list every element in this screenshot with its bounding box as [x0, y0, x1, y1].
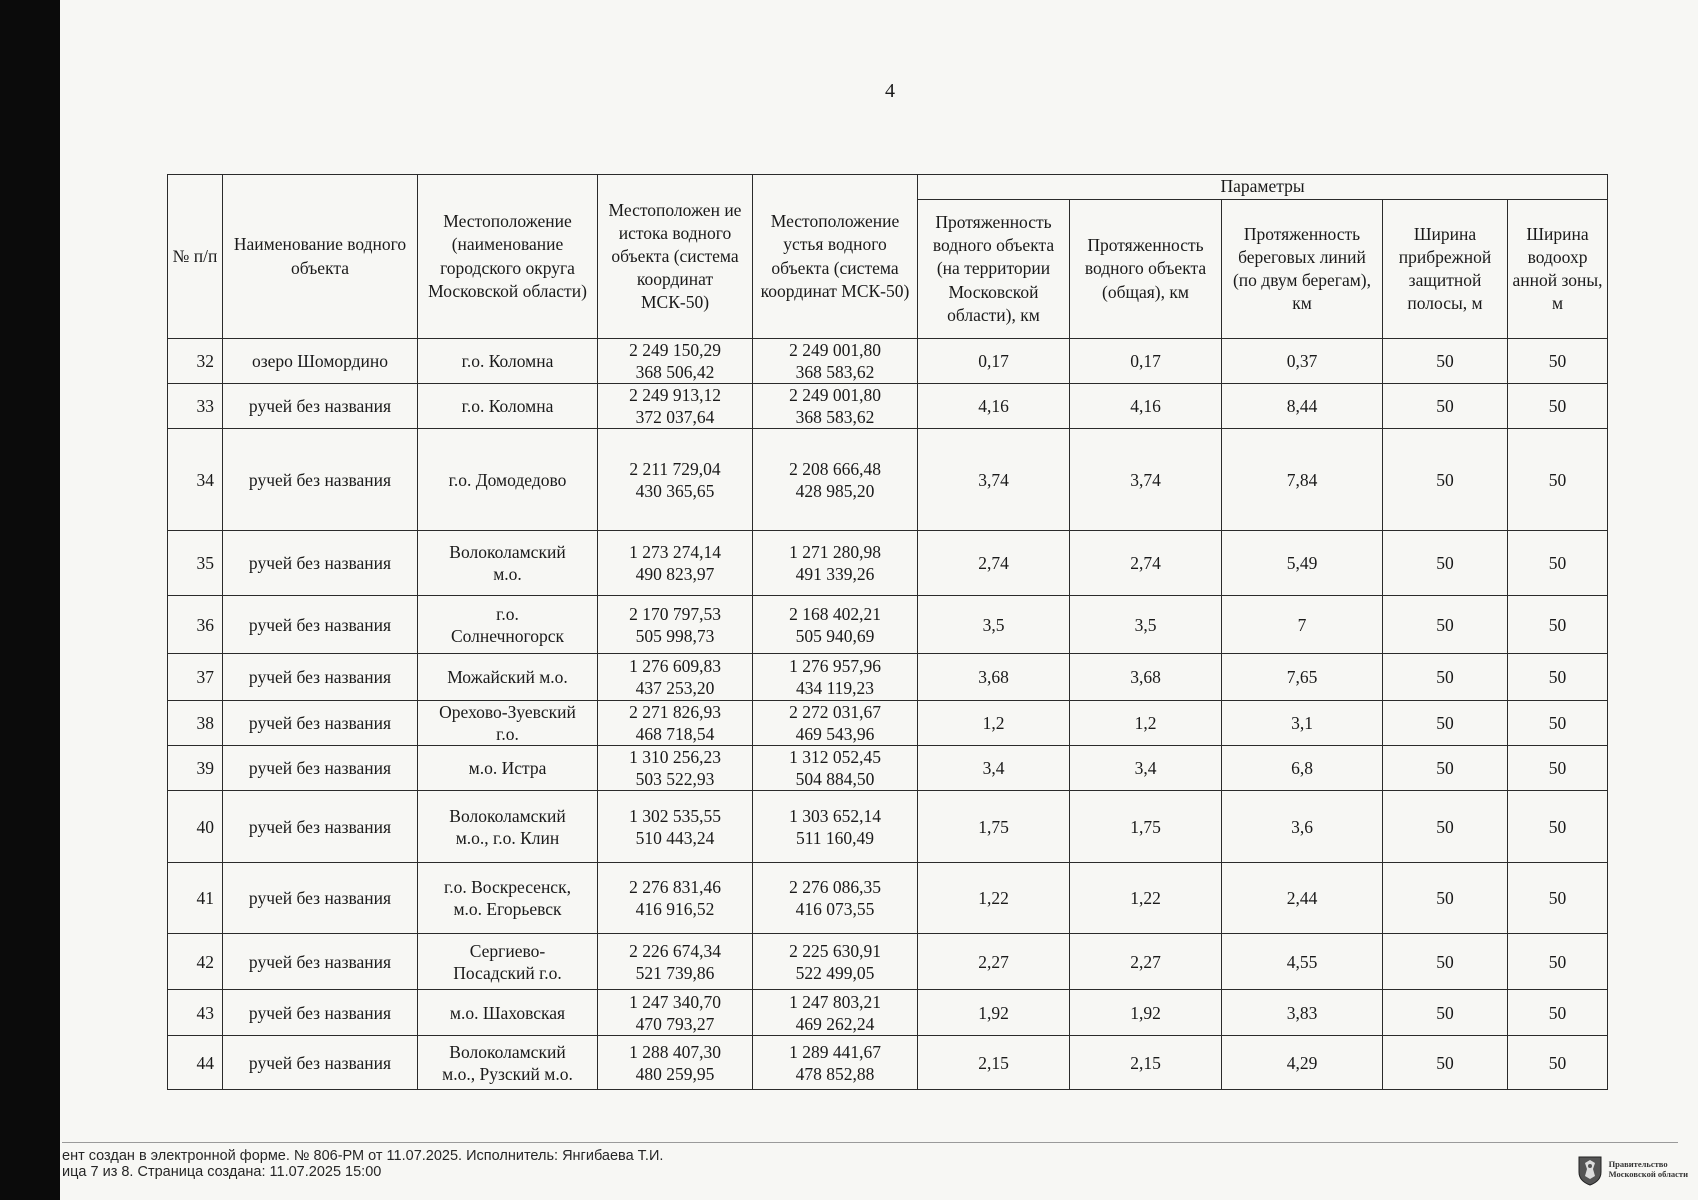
cell-mouth-line: 522 499,05 — [795, 962, 875, 983]
cell-num: 39 — [168, 746, 223, 791]
cell-location-line: г.о. Коломна — [461, 351, 554, 372]
cell-num: 34 — [168, 429, 223, 531]
header-length-mo: Протяженность водного объекта (на территории Московской области), км — [918, 200, 1070, 339]
cell-shore: 3,6 — [1222, 791, 1383, 863]
cell-location-line: м.о., г.о. Клин — [455, 827, 560, 848]
cell-water-zone: 50 — [1508, 934, 1608, 990]
cell-name: ручей без названия — [223, 746, 418, 791]
cell-source-line: 2 226 674,34 — [629, 940, 721, 961]
cell-source-line: 416 916,52 — [635, 899, 715, 920]
cell-shore: 7,84 — [1222, 429, 1383, 531]
cell-num: 42 — [168, 934, 223, 990]
cell-length-mo: 1,75 — [918, 791, 1070, 863]
cell-location — [418, 1036, 598, 1090]
cell-mouth-line: 2 272 031,67 — [789, 702, 881, 723]
cell-name: ручей без названия — [223, 934, 418, 990]
cell-name: ручей без названия — [223, 863, 418, 934]
cell-location-line: Сергиево- — [469, 940, 546, 961]
cell-location-line: г.о. — [496, 603, 519, 624]
cell-source-line: 521 739,86 — [635, 962, 715, 983]
cell-coastal-strip: 50 — [1383, 339, 1508, 384]
cell-source-line: 1 273 274,14 — [629, 542, 721, 563]
cell-length-total: 3,68 — [1070, 654, 1222, 701]
cell-mouth-line: 2 249 001,80 — [789, 385, 881, 406]
cell-num: 41 — [168, 863, 223, 934]
cell-source-line: 505 998,73 — [635, 625, 715, 646]
cell-source-line: 503 522,93 — [635, 769, 715, 790]
cell-location-line: Волоколамский — [449, 805, 566, 826]
cell-length-mo: 2,15 — [918, 1036, 1070, 1090]
table-row — [168, 934, 1608, 990]
cell-location — [418, 791, 598, 863]
cell-location-line: Посадский г.о. — [453, 962, 562, 983]
cell-location-line: Орехово-Зуевский — [439, 702, 576, 723]
table-row — [168, 531, 1608, 596]
cell-coastal-strip: 50 — [1383, 596, 1508, 654]
cell-name: ручей без названия — [223, 1036, 418, 1090]
table-row — [168, 746, 1608, 791]
cell-mouth-line: 469 543,96 — [795, 724, 875, 745]
cell-location-line: г.о. Коломна — [461, 396, 554, 417]
header-coastal-strip: Ширина прибрежной защитной полосы, м — [1383, 200, 1508, 339]
cell-water-zone: 50 — [1508, 746, 1608, 791]
cell-coastal-strip: 50 — [1383, 531, 1508, 596]
header-mouth: Местоположение устья водного объекта (система координат МСК-50) — [753, 175, 918, 339]
footer-line-1: ент создан в электронной форме. № 806-РМ от 11.07.2025. Исполнитель: Янгибаева Т.И. — [62, 1148, 664, 1164]
cell-num: 43 — [168, 990, 223, 1036]
cell-num: 44 — [168, 1036, 223, 1090]
cell-source — [598, 531, 753, 596]
cell-num: 40 — [168, 791, 223, 863]
header-water-zone: Ширина водоохр анной зоны, м — [1508, 200, 1608, 339]
table-row — [168, 654, 1608, 701]
cell-source-line: 2 170 797,53 — [629, 603, 721, 624]
cell-source-line: 2 276 831,46 — [629, 877, 721, 898]
gov-logo-line-1: Правительство — [1608, 1159, 1668, 1170]
cell-mouth-line: 2 208 666,48 — [789, 458, 881, 479]
cell-coastal-strip: 50 — [1383, 934, 1508, 990]
cell-mouth-line: 504 884,50 — [795, 769, 875, 790]
cell-source-line: 1 288 407,30 — [629, 1041, 721, 1062]
cell-coastal-strip: 50 — [1383, 654, 1508, 701]
header-location: Местоположение (наименование городского округа Московской области) — [418, 175, 598, 339]
cell-mouth — [753, 990, 918, 1036]
cell-source-line: 2 249 913,12 — [629, 385, 721, 406]
cell-num: 32 — [168, 339, 223, 384]
cell-coastal-strip: 50 — [1383, 791, 1508, 863]
cell-mouth-line: 368 583,62 — [795, 362, 875, 383]
cell-mouth — [753, 701, 918, 746]
header-length-total: Протяженность водного объекта (общая), км — [1070, 200, 1222, 339]
cell-mouth-line: 478 852,88 — [795, 1063, 875, 1084]
cell-mouth — [753, 339, 918, 384]
cell-mouth-line: 1 271 280,98 — [789, 542, 881, 563]
cell-source — [598, 596, 753, 654]
cell-coastal-strip: 50 — [1383, 990, 1508, 1036]
cell-location-line: Можайский м.о. — [447, 667, 568, 688]
cell-name: ручей без названия — [223, 654, 418, 701]
cell-source-line: 2 271 826,93 — [629, 702, 721, 723]
cell-name: ручей без названия — [223, 990, 418, 1036]
cell-source-line: 2 249 150,29 — [629, 340, 721, 360]
cell-mouth-line: 2 276 086,35 — [789, 877, 881, 898]
cell-length-mo: 3,5 — [918, 596, 1070, 654]
cell-location — [418, 531, 598, 596]
cell-source-line: 437 253,20 — [635, 678, 715, 699]
cell-water-zone: 50 — [1508, 701, 1608, 746]
cell-source — [598, 934, 753, 990]
cell-mouth — [753, 934, 918, 990]
cell-mouth-line: 416 073,55 — [795, 899, 875, 920]
cell-num: 37 — [168, 654, 223, 701]
cell-source — [598, 746, 753, 791]
page-number: 4 — [885, 80, 895, 102]
cell-mouth — [753, 746, 918, 791]
gov-logo — [1577, 1154, 1688, 1186]
cell-water-zone: 50 — [1508, 339, 1608, 384]
cell-mouth — [753, 791, 918, 863]
cell-name: озеро Шомордино — [223, 339, 418, 384]
cell-mouth-line: 428 985,20 — [795, 480, 875, 501]
table-row — [168, 990, 1608, 1036]
cell-source — [598, 791, 753, 863]
cell-length-mo: 4,16 — [918, 384, 1070, 429]
cell-location-line: г.о. — [496, 724, 519, 745]
cell-length-total: 1,2 — [1070, 701, 1222, 746]
cell-water-zone: 50 — [1508, 990, 1608, 1036]
cell-source-line: 470 793,27 — [635, 1013, 715, 1034]
cell-name: ручей без названия — [223, 531, 418, 596]
cell-length-total: 3,74 — [1070, 429, 1222, 531]
cell-length-total: 1,92 — [1070, 990, 1222, 1036]
cell-length-total: 2,74 — [1070, 531, 1222, 596]
cell-source — [598, 339, 753, 384]
cell-location — [418, 701, 598, 746]
cell-shore: 3,1 — [1222, 701, 1383, 746]
cell-water-zone: 50 — [1508, 531, 1608, 596]
cell-shore: 4,55 — [1222, 934, 1383, 990]
cell-location — [418, 384, 598, 429]
table-row — [168, 701, 1608, 746]
cell-length-mo: 3,74 — [918, 429, 1070, 531]
cell-location — [418, 654, 598, 701]
cell-num: 35 — [168, 531, 223, 596]
table-row — [168, 596, 1608, 654]
cell-num: 36 — [168, 596, 223, 654]
cell-mouth-line: 1 312 052,45 — [789, 747, 881, 768]
cell-name: ручей без названия — [223, 429, 418, 531]
cell-mouth-line: 511 160,49 — [795, 827, 875, 848]
cell-length-total: 2,27 — [1070, 934, 1222, 990]
cell-location-line: м.о. Истра — [468, 758, 547, 779]
cell-mouth — [753, 429, 918, 531]
cell-name: ручей без названия — [223, 701, 418, 746]
cell-source — [598, 990, 753, 1036]
cell-source-line: 468 718,54 — [635, 724, 715, 745]
cell-source — [598, 701, 753, 746]
cell-water-zone: 50 — [1508, 863, 1608, 934]
cell-shore: 7 — [1222, 596, 1383, 654]
document-footer — [62, 1148, 663, 1180]
cell-source-line: 510 443,24 — [635, 827, 715, 848]
cell-source-line: 2 211 729,04 — [629, 458, 721, 479]
cell-shore: 8,44 — [1222, 384, 1383, 429]
cell-source-line: 1 276 609,83 — [629, 656, 721, 677]
cell-mouth-line: 469 262,24 — [795, 1013, 875, 1034]
table-row — [168, 791, 1608, 863]
cell-mouth-line: 505 940,69 — [795, 625, 875, 646]
header-shore: Протяженность береговых линий (по двум берегам), км — [1222, 200, 1383, 339]
cell-mouth-line: 1 247 803,21 — [789, 991, 881, 1012]
header-source: Местоположен ие истока водного объекта (система координат МСК-50) — [598, 175, 753, 339]
cell-location-line: Солнечногорск — [450, 625, 565, 646]
cell-mouth-line: 1 303 652,14 — [789, 805, 881, 826]
cell-source-line: 490 823,97 — [635, 564, 715, 585]
cell-location-line: Волоколамский — [449, 542, 566, 563]
cell-mouth — [753, 596, 918, 654]
cell-num: 38 — [168, 701, 223, 746]
cell-length-mo: 1,2 — [918, 701, 1070, 746]
cell-length-total: 1,75 — [1070, 791, 1222, 863]
cell-length-mo: 1,22 — [918, 863, 1070, 934]
cell-source-line: 430 365,65 — [635, 480, 715, 501]
water-objects-table — [167, 174, 1608, 1090]
cell-length-mo: 2,27 — [918, 934, 1070, 990]
cell-mouth — [753, 863, 918, 934]
cell-mouth-line: 2 168 402,21 — [789, 603, 881, 624]
cell-source — [598, 863, 753, 934]
cell-source — [598, 384, 753, 429]
cell-shore: 6,8 — [1222, 746, 1383, 791]
cell-source-line: 1 247 340,70 — [629, 991, 721, 1012]
gov-logo-line-2: Московской области — [1608, 1169, 1688, 1179]
table-row — [168, 1036, 1608, 1090]
cell-length-mo: 2,74 — [918, 531, 1070, 596]
footer-line-2: ица 7 из 8. Страница создана: 11.07.2025 15:00 — [62, 1164, 382, 1181]
cell-name: ручей без названия — [223, 384, 418, 429]
cell-num: 33 — [168, 384, 223, 429]
cell-source-line: 372 037,64 — [635, 407, 715, 428]
cell-shore: 5,49 — [1222, 531, 1383, 596]
cell-shore: 0,37 — [1222, 339, 1383, 384]
cell-name: ручей без названия — [223, 791, 418, 863]
cell-location-line: м.о. Шаховская — [449, 1002, 566, 1023]
cell-mouth-line: 1 289 441,67 — [789, 1041, 881, 1062]
cell-length-total: 2,15 — [1070, 1036, 1222, 1090]
table-row — [168, 339, 1608, 384]
cell-water-zone: 50 — [1508, 791, 1608, 863]
cell-water-zone: 50 — [1508, 596, 1608, 654]
cell-location-line: г.о. Воскресенск, — [444, 877, 571, 898]
cell-location — [418, 429, 598, 531]
cell-location-line: м.о. Егорьевск — [453, 899, 562, 920]
cell-mouth-line: 2 249 001,80 — [789, 340, 881, 360]
cell-mouth — [753, 654, 918, 701]
cell-source-line: 480 259,95 — [635, 1063, 715, 1084]
table-row — [168, 863, 1608, 934]
cell-coastal-strip: 50 — [1383, 1036, 1508, 1090]
cell-shore: 2,44 — [1222, 863, 1383, 934]
cell-water-zone: 50 — [1508, 654, 1608, 701]
cell-location — [418, 990, 598, 1036]
cell-location-line: г.о. Домодедово — [448, 469, 567, 490]
cell-water-zone: 50 — [1508, 384, 1608, 429]
header-params: Параметры — [918, 175, 1608, 200]
cell-coastal-strip: 50 — [1383, 429, 1508, 531]
cell-source — [598, 654, 753, 701]
cell-coastal-strip: 50 — [1383, 863, 1508, 934]
cell-location — [418, 746, 598, 791]
cell-mouth — [753, 384, 918, 429]
moscow-oblast-emblem-icon — [1577, 1154, 1603, 1186]
cell-name: ручей без названия — [223, 596, 418, 654]
cell-coastal-strip: 50 — [1383, 384, 1508, 429]
table-row — [168, 429, 1608, 531]
cell-location-line: м.о. — [493, 564, 522, 585]
cell-length-total: 4,16 — [1070, 384, 1222, 429]
cell-length-total: 1,22 — [1070, 863, 1222, 934]
cell-shore: 4,29 — [1222, 1036, 1383, 1090]
cell-water-zone: 50 — [1508, 429, 1608, 531]
cell-length-total: 3,5 — [1070, 596, 1222, 654]
cell-source-line: 1 310 256,23 — [629, 747, 721, 768]
cell-mouth-line: 2 225 630,91 — [789, 940, 881, 961]
cell-coastal-strip: 50 — [1383, 701, 1508, 746]
scan-black-edge — [0, 0, 60, 1200]
cell-length-total: 0,17 — [1070, 339, 1222, 384]
cell-shore: 7,65 — [1222, 654, 1383, 701]
cell-location-line: Волоколамский — [449, 1041, 566, 1062]
cell-shore: 3,83 — [1222, 990, 1383, 1036]
header-name: Наименование водного объекта — [223, 175, 418, 339]
cell-mouth-line: 368 583,62 — [795, 407, 875, 428]
cell-mouth — [753, 1036, 918, 1090]
cell-source-line: 368 506,42 — [635, 362, 715, 383]
cell-length-mo: 0,17 — [918, 339, 1070, 384]
cell-location — [418, 339, 598, 384]
cell-source-line: 1 302 535,55 — [629, 805, 721, 826]
cell-mouth-line: 1 276 957,96 — [789, 656, 881, 677]
cell-mouth-line: 434 119,23 — [795, 678, 875, 699]
header-num: № п/п — [168, 175, 223, 339]
cell-source — [598, 429, 753, 531]
cell-location-line: м.о., Рузский м.о. — [442, 1063, 573, 1084]
cell-length-mo: 3,4 — [918, 746, 1070, 791]
cell-length-mo: 3,68 — [918, 654, 1070, 701]
cell-source — [598, 1036, 753, 1090]
cell-mouth — [753, 531, 918, 596]
footer-divider — [62, 1142, 1678, 1143]
cell-water-zone: 50 — [1508, 1036, 1608, 1090]
cell-location — [418, 934, 598, 990]
table-row — [168, 384, 1608, 429]
cell-mouth-line: 491 339,26 — [795, 564, 875, 585]
cell-coastal-strip: 50 — [1383, 746, 1508, 791]
cell-length-total: 3,4 — [1070, 746, 1222, 791]
cell-location — [418, 596, 598, 654]
cell-location — [418, 863, 598, 934]
cell-length-mo: 1,92 — [918, 990, 1070, 1036]
